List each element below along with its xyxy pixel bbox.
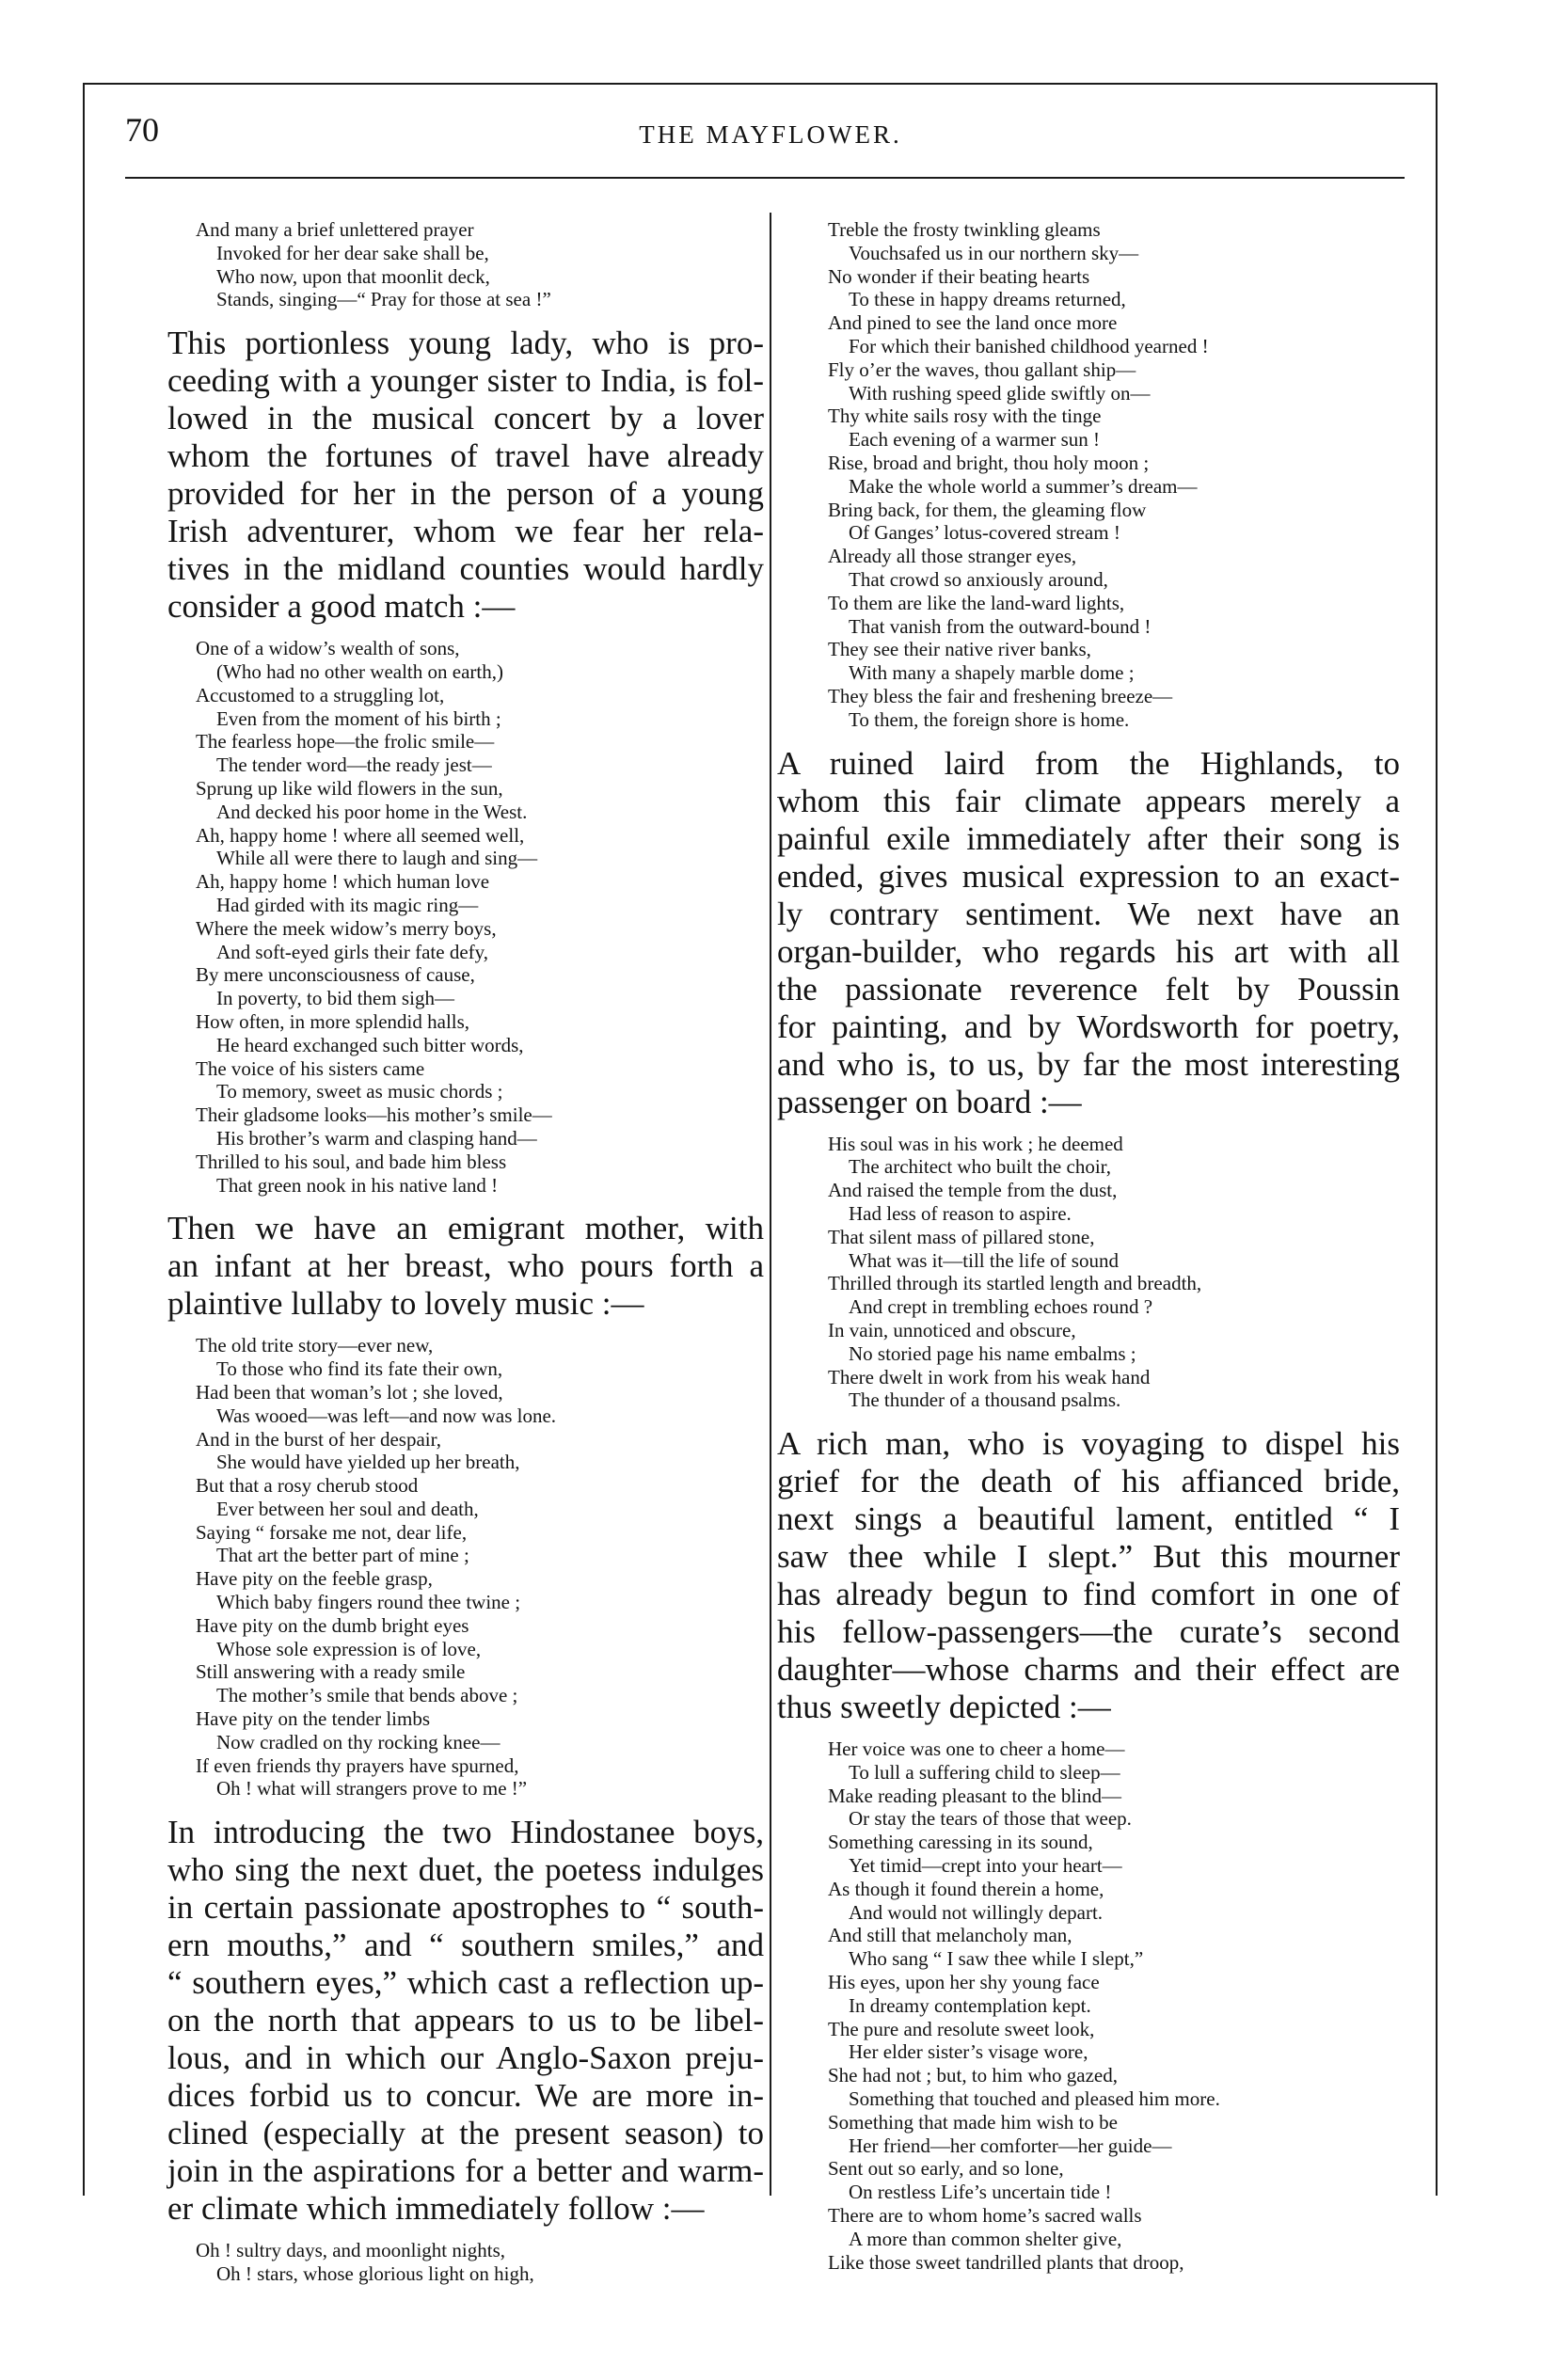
verse-line: Oh ! what will strangers prove to me !” <box>216 1777 528 1801</box>
verse-line: To them, the foreign shore is home. <box>849 707 1130 731</box>
verse-line: If even friends thy prayers have spurned, <box>196 1753 519 1777</box>
verse-line: His brother’s warm and clasping hand— <box>216 1126 537 1150</box>
prose-line: tives in the midland counties would hardly <box>167 550 764 588</box>
verse-line: Her friend—her comforter—her guide— <box>849 2134 1172 2157</box>
prose-line: in certain passionate apostrophes to “ south- <box>167 1889 764 1927</box>
verse-line: Ah, happy home ! where all seemed well, <box>196 823 525 847</box>
prose-line: painful exile immediately after their song is <box>777 819 1400 857</box>
poem-stanza <box>828 218 1400 732</box>
verse-line: No wonder if their beating hearts <box>828 264 1090 288</box>
verse-line: Had been that woman’s lot ; she loved, <box>196 1380 503 1404</box>
prose-line: daughter—whose charms and their effect are <box>777 1651 1400 1689</box>
prose-line: an infant at her breast, who pours forth a <box>167 1247 764 1285</box>
verse-line: To lull a suffering child to sleep— <box>849 1760 1120 1784</box>
verse-line: Fly o’er the waves, thou gallant ship— <box>828 357 1136 381</box>
poem-stanza <box>196 637 764 1197</box>
verse-line: Something that made him wish to be <box>828 2110 1118 2134</box>
poem-stanza <box>828 1133 1400 1413</box>
verse-line: Something that touched and pleased him more. <box>849 2087 1220 2111</box>
verse-line: Like those sweet tandrilled plants that droop, <box>828 2250 1184 2274</box>
verse-line: There are to whom home’s sacred walls <box>828 2204 1142 2228</box>
top-rule <box>83 83 1438 85</box>
prose-line: the passionate reverence felt by Poussin <box>777 970 1400 1008</box>
verse-line: The thunder of a thousand psalms. <box>849 1388 1121 1412</box>
verse-line: Had girded with its magic ring— <box>216 893 479 916</box>
poem-stanza <box>828 1737 1400 2274</box>
verse-line: Her elder sister’s visage wore, <box>849 2040 1088 2064</box>
verse-line: In dreamy contemplation kept. <box>849 1993 1091 2017</box>
verse-line: Stands, singing—“ Pray for those at sea !” <box>216 288 551 311</box>
prose-paragraph <box>167 1210 764 1323</box>
verse-line: (Who had no other wealth on earth,) <box>216 659 503 683</box>
verse-line: Invoked for her dear sake shall be, <box>216 241 489 264</box>
verse-line: Who sang “ I saw thee while I slept,” <box>849 1947 1144 1971</box>
verse-line: Accustomed to a struggling lot, <box>196 683 445 706</box>
verse-line: His soul was in his work ; he deemed <box>828 1132 1123 1155</box>
verse-line: Or stay the tears of those that weep. <box>849 1807 1132 1831</box>
verse-line: The architect who built the choir, <box>849 1155 1112 1179</box>
prose-paragraph <box>167 1814 764 2228</box>
verse-line: Make the whole world a summer’s dream— <box>849 474 1198 498</box>
prose-line: This portionless young lady, who is pro- <box>167 325 764 362</box>
verse-line: Which baby fingers round thee twine ; <box>216 1591 521 1614</box>
verse-line: Saying “ forsake me not, dear life, <box>196 1520 468 1544</box>
verse-line: Ever between her soul and death, <box>216 1497 479 1520</box>
verse-line: But that a rosy cherub stood <box>196 1474 419 1498</box>
prose-paragraph <box>167 325 764 626</box>
verse-line: That green nook in his native land ! <box>216 1173 499 1197</box>
verse-line: On restless Life’s uncertain tide ! <box>849 2181 1112 2204</box>
prose-paragraph <box>777 1425 1400 1726</box>
verse-line: Already all those stranger eyes, <box>828 545 1077 568</box>
prose-line: for painting, and by Wordsworth for poetry, <box>777 1008 1400 1045</box>
verse-line: Thy white sails rosy with the tinge <box>828 405 1102 428</box>
verse-line: And many a brief unlettered prayer <box>196 218 474 241</box>
prose-line: provided for her in the person of a young <box>167 475 764 513</box>
verse-line: Have pity on the feeble grasp, <box>196 1567 433 1591</box>
verse-line: Yet timid—crept into your heart— <box>849 1854 1122 1878</box>
verse-line: To those who find its fate their own, <box>216 1357 503 1381</box>
verse-line: They see their native river banks, <box>828 638 1091 661</box>
prose-line: his fellow-passengers—the curate’s second <box>777 1613 1400 1651</box>
verse-line: Sprung up like wild flowers in the sun, <box>196 776 503 800</box>
verse-line: She would have yielded up her breath, <box>216 1451 520 1474</box>
verse-line: His eyes, upon her shy young face <box>828 1971 1100 1994</box>
verse-line: And would not willingly depart. <box>849 1900 1104 1924</box>
verse-line: Make reading pleasant to the blind— <box>828 1784 1121 1807</box>
verse-line: One of a widow’s wealth of sons, <box>196 637 460 660</box>
verse-line: He heard exchanged such bitter words, <box>216 1033 524 1056</box>
prose-line: who sing the next duet, the poetess indulges <box>167 1851 764 1889</box>
verse-line: That vanish from the outward-bound ! <box>849 614 1152 638</box>
verse-line: What was it—till the life of sound <box>849 1248 1119 1272</box>
prose-line: In introducing the two Hindostanee boys, <box>167 1814 764 1851</box>
verse-line: Have pity on the tender limbs <box>196 1707 431 1731</box>
prose-line: saw thee while I slept.” But this mourner <box>777 1538 1400 1576</box>
verse-line: The voice of his sisters came <box>196 1056 425 1080</box>
verse-line: Thrilled to his soul, and bade him bless <box>196 1150 507 1173</box>
verse-line: Bring back, for them, the gleaming flow <box>828 498 1147 521</box>
prose-line: ceeding with a younger sister to India, is fol- <box>167 362 764 400</box>
verse-line: A more than common shelter give, <box>849 2227 1122 2250</box>
prose-line: er climate which immediately follow :— <box>167 2190 705 2228</box>
verse-line: To memory, sweet as music chords ; <box>216 1080 503 1103</box>
verse-line: Something caressing in its sound, <box>828 1831 1093 1854</box>
verse-line: Oh ! sultry days, and moonlight nights, <box>196 2239 505 2262</box>
prose-line: join in the aspirations for a better and warm- <box>167 2152 764 2190</box>
verse-line: Who now, upon that moonlit deck, <box>216 264 490 288</box>
prose-line: ended, gives musical expression to an exact- <box>777 857 1400 895</box>
prose-line: next sings a beautiful lament, entitled “ I <box>777 1500 1400 1538</box>
page-number: 70 <box>125 111 159 149</box>
verse-line: And raised the temple from the dust, <box>828 1179 1118 1202</box>
prose-line: Irish adventurer, whom we fear her rela- <box>167 513 764 550</box>
verse-line: There dwelt in work from his weak hand <box>828 1365 1151 1388</box>
verse-line: Whose sole expression is of love, <box>216 1637 482 1660</box>
prose-line: on the north that appears to us to be libel- <box>167 2002 764 2039</box>
verse-line: The old trite story—ever new, <box>196 1334 434 1357</box>
verse-line: As though it found therein a home, <box>828 1877 1104 1900</box>
verse-line: The mother’s smile that bends above ; <box>216 1684 518 1707</box>
prose-line: clined (especially at the present season) to <box>167 2115 764 2152</box>
verse-line: Even from the moment of his birth ; <box>216 706 501 730</box>
right-column <box>777 218 1400 2287</box>
verse-line: With many a shapely marble dome ; <box>849 661 1135 685</box>
verse-line: Was wooed—was left—and now was lone. <box>216 1404 557 1427</box>
prose-line: consider a good match :— <box>167 588 516 626</box>
verse-line: Each evening of a warmer sun ! <box>849 428 1101 452</box>
prose-line: Then we have an emigrant mother, with <box>167 1210 764 1247</box>
verse-line: How often, in more splendid halls, <box>196 1009 470 1033</box>
verse-line: No storied page his name embalms ; <box>849 1341 1136 1365</box>
prose-line: organ-builder, who regards his art with all <box>777 932 1400 970</box>
verse-line: By mere unconsciousness of cause, <box>196 963 475 987</box>
verse-line: Treble the frosty twinkling gleams <box>828 218 1101 241</box>
verse-line: To them are like the land-ward lights, <box>828 591 1125 614</box>
prose-line: plaintive lullaby to lovely music :— <box>167 1285 644 1323</box>
prose-line: whom this fair climate appears merely a <box>777 782 1400 819</box>
prose-line: dices forbid us to concur. We are more in- <box>167 2077 764 2115</box>
verse-line: Sent out so early, and so lone, <box>828 2157 1064 2181</box>
prose-line: lous, and in which our Anglo-Saxon preju- <box>167 2039 764 2077</box>
verse-line: While all were there to laugh and sing— <box>216 847 538 870</box>
prose-line: “ southern eyes,” which cast a reflection up- <box>167 1964 764 2002</box>
verse-line: She had not ; but, to him who gazed, <box>828 2064 1118 2087</box>
verse-line: In vain, unnoticed and obscure, <box>828 1318 1076 1341</box>
prose-line: ern mouths,” and “ southern smiles,” and <box>167 1927 764 1964</box>
prose-line: passenger on board :— <box>777 1083 1082 1120</box>
verse-line: And in the burst of her despair, <box>196 1427 442 1451</box>
prose-line: A ruined laird from the Highlands, to <box>777 744 1400 782</box>
verse-line: Where the meek widow’s merry boys, <box>196 916 497 940</box>
prose-line: and who is, to us, by far the most interesting <box>777 1045 1400 1083</box>
verse-line: And pined to see the land once more <box>828 311 1118 335</box>
left-margin-line <box>83 83 85 2196</box>
prose-line: ly contrary sentiment. We next have an <box>777 895 1400 932</box>
verse-line: The pure and resolute sweet look, <box>828 2017 1095 2040</box>
verse-line: They bless the fair and freshening breeze— <box>828 684 1173 707</box>
poem-stanza <box>196 218 764 311</box>
verse-line: And soft-eyed girls their fate defy, <box>216 940 489 963</box>
verse-line: Vouchsafed us in our northern sky— <box>849 241 1139 264</box>
verse-line: And decked his poor home in the West. <box>216 800 528 823</box>
verse-line: Of Ganges’ lotus-covered stream ! <box>849 521 1120 545</box>
prose-line: has already begun to find comfort in one of <box>777 1576 1400 1613</box>
verse-line: That crowd so anxiously around, <box>849 567 1108 591</box>
verse-line: The tender word—the ready jest— <box>216 754 492 777</box>
left-column <box>167 218 764 2299</box>
verse-line: Had less of reason to aspire. <box>849 1201 1072 1225</box>
prose-line: grief for the death of his affianced bride, <box>777 1463 1400 1500</box>
verse-line: Her voice was one to cheer a home— <box>828 1737 1125 1761</box>
verse-line: That silent mass of pillared stone, <box>828 1225 1095 1248</box>
verse-line: In poverty, to bid them sigh— <box>216 987 454 1010</box>
verse-line: For which their banished childhood yearned ! <box>849 334 1209 357</box>
verse-line: And still that melancholy man, <box>828 1924 1072 1947</box>
prose-line: lowed in the musical concert by a lover <box>167 400 764 437</box>
prose-line: thus sweetly depicted :— <box>777 1689 1111 1726</box>
verse-line: Have pity on the dumb bright eyes <box>196 1613 469 1637</box>
prose-paragraph <box>777 745 1400 1121</box>
prose-line: A rich man, who is voyaging to dispel his <box>777 1425 1400 1463</box>
verse-line: Thrilled through its startled length and breadth, <box>828 1272 1202 1295</box>
verse-line: Still answering with a ready smile <box>196 1660 466 1684</box>
running-title: THE MAYFLOWER. <box>639 120 902 149</box>
verse-line: Their gladsome looks—his mother’s smile— <box>196 1103 552 1127</box>
poem-stanza <box>196 1334 764 1801</box>
verse-line: Now cradled on thy rocking knee— <box>216 1730 500 1753</box>
verse-line: The fearless hope—the frolic smile— <box>196 730 495 754</box>
verse-line: Ah, happy home ! which human love <box>196 870 490 894</box>
verse-line: And crept in trembling echoes round ? <box>849 1295 1153 1319</box>
verse-line: With rushing speed glide swiftly on— <box>849 381 1151 405</box>
verse-line: Oh ! stars, whose glorious light on high, <box>216 2262 534 2286</box>
verse-line: That art the better part of mine ; <box>216 1544 469 1567</box>
poem-stanza <box>196 2239 764 2286</box>
prose-line: whom the fortunes of travel have already <box>167 437 764 475</box>
right-margin-line <box>1436 83 1438 2196</box>
header-rule <box>125 177 1405 179</box>
verse-line: Rise, broad and bright, thou holy moon ; <box>828 451 1150 474</box>
verse-line: To these in happy dreams returned, <box>849 288 1126 311</box>
column-divider <box>770 213 771 2196</box>
